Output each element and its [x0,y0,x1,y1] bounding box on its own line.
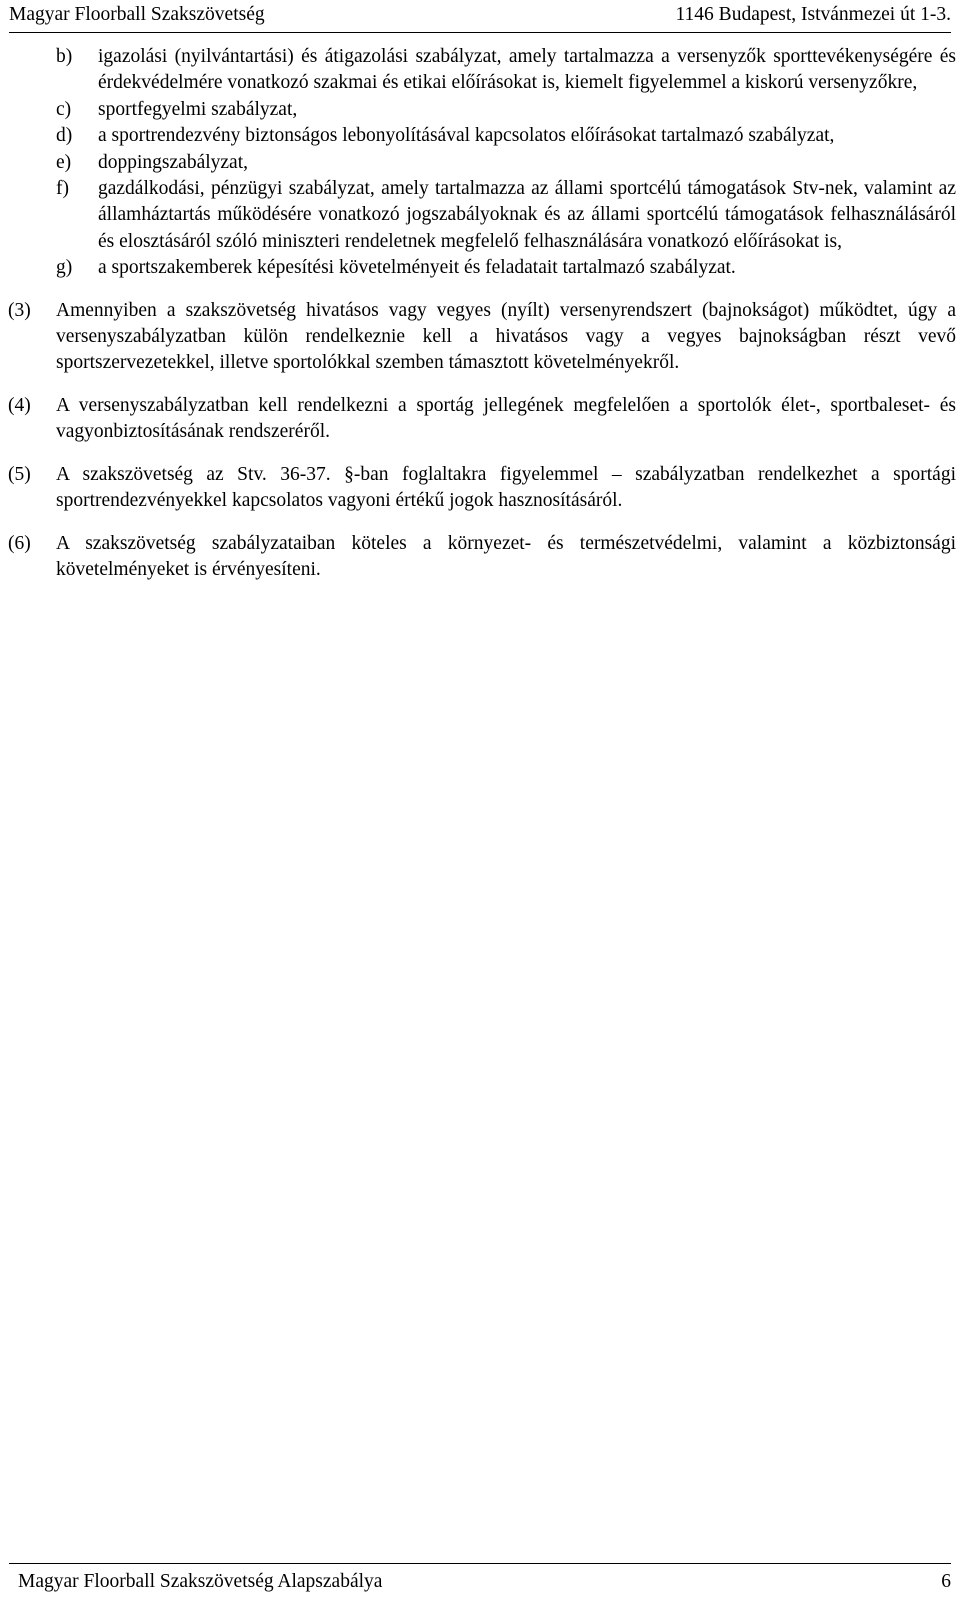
list-item-label: g) [56,257,73,279]
paragraph-number: (6) [8,532,31,554]
paragraph-number: (3) [8,299,31,321]
list-item [56,255,956,281]
list-item-text: a sportszakemberek képesítési követelményeit és feladatait tartalmazó szabályzat. [98,257,736,279]
list-item [56,97,956,123]
header-organization: Magyar Floorball Szakszövetség [9,4,265,25]
page-footer [9,1563,951,1598]
page-header [9,0,951,33]
list-item-label: b) [56,46,73,67]
list-item-label: c) [56,98,72,120]
footer-document-title: Magyar Floorball Szakszövetség Alapszabálya [18,1571,383,1592]
list-item-label: e) [56,151,72,173]
paragraph-number: (4) [8,394,31,416]
list-item-text: gazdálkodási, pénzügyi szabályzat, amely tartalmazza az állami sportcélú támogatások Stv-nek, valamint az államháztartás működésére vonatkozó jogszabályoknak és az állami sportcélú támogatások felhasználásáról és elosztásáról szóló miniszteri rendeletnek megfelelő felhasználására vonatkozó előírásokat is, [98,178,956,252]
list-item [56,44,956,97]
paragraph-text: A szakszövetség szabályzataiban köteles a környezet- és természetvédelmi, valamint a közbiztonsági követelményeket is érvényesíteni. [56,532,956,580]
list-item-text: sportfegyelmi szabályzat, [98,98,298,120]
list-item [56,176,956,255]
paragraph-text: A versenyszabályzatban kell rendelkezni a sportág jellegének megfelelően a sportolók élet-, sportbaleset- és vagyonbiztosításának rendszeréről. [56,394,956,443]
paragraph-text: A szakszövetség az Stv. 36-37. §-ban foglaltakra figyelemmel – szabályzatban rendelkezhet a sportági sportrendezvényekkel kapcsolatos vagyoni értékű jogok hasznosításáról. [56,463,956,512]
list-item-text: doppingszabályzat, [98,151,248,173]
paragraph-text: Amennyiben a szakszövetség hivatásos vagy vegyes (nyílt) versenyrendszert (bajnokságot) működtet, úgy a versenyszabályzatban külön rendelkeznie kell a hivatásos vagy a vegyes bajnokságban részt vevő sportszervezetekkel, illetve sportolókkal szemben támasztott követelményekről. [56,299,956,374]
paragraph-4 [0,393,956,446]
list-item-text: igazolási (nyilvántartási) és átigazolási szabályzat, amely tartalmazza a versenyzők sporttevékenységére és érdekvédelmére vonatkozó szakmai és etikai előírásokat is, kiemelt figyelemmel a kiskorú versenyzőkre, [98,46,956,94]
header-address: 1146 Budapest, Istvánmezei út 1-3. [675,4,951,25]
paragraph-6 [0,531,956,584]
paragraph-3 [0,298,956,377]
page-number: 6 [941,1571,951,1592]
list-item-label: d) [56,125,73,147]
document-body [8,44,956,583]
paragraph-5 [0,462,956,515]
list-item [56,123,956,149]
list-item-label: f) [56,178,69,200]
list-item-text: a sportrendezvény biztonságos lebonyolításával kapcsolatos előírásokat tartalmazó szabályzat, [98,125,835,147]
list-item [56,150,956,176]
paragraph-number: (5) [8,463,31,485]
